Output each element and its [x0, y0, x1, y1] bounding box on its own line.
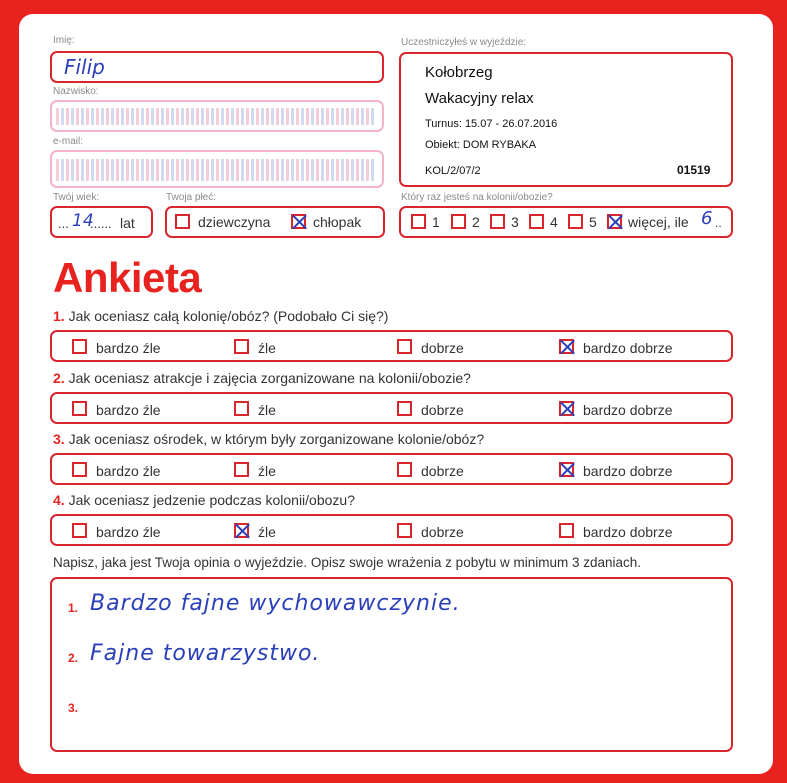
- opinion-line-2: Fajne towarzystwo.: [90, 641, 321, 666]
- q3-very-good-checkbox[interactable]: [559, 462, 574, 477]
- opinion-line-1-num: 1.: [68, 601, 79, 615]
- age-label: Twój wiek:: [53, 192, 100, 203]
- trip-city: Kołobrzeg: [425, 64, 493, 81]
- times-2-label: 2: [472, 214, 480, 230]
- q4-bad-checkbox[interactable]: [234, 523, 249, 538]
- question-4: 4. Jak oceniasz jedzenie podczas kolonii/obozu?: [53, 492, 355, 508]
- q1-very-good-checkbox[interactable]: [559, 339, 574, 354]
- gender-girl-checkbox[interactable]: [175, 214, 190, 229]
- name-label: Imię:: [53, 35, 75, 46]
- times-more-label: więcej, ile: [628, 214, 689, 230]
- name-value: Filip: [64, 55, 105, 79]
- q2-good-label: dobrze: [421, 402, 464, 418]
- question-1: 1. Jak oceniasz całą kolonię/obóz? (Podobało Ci się?): [53, 308, 389, 324]
- q1-bad-label: źle: [258, 340, 276, 356]
- question-3: 3. Jak oceniasz ośrodek, w którym były zorganizowane kolonie/obóz?: [53, 431, 485, 447]
- opinion-line-2-num: 2.: [68, 651, 79, 665]
- name-field[interactable]: [50, 51, 384, 83]
- q1-very-good-label: bardzo dobrze: [583, 340, 673, 356]
- q4-very-bad-checkbox[interactable]: [72, 523, 87, 538]
- gender-label: Twoja płeć:: [166, 192, 217, 203]
- times-5-label: 5: [589, 214, 597, 230]
- gender-boy-label: chłopak: [313, 214, 362, 230]
- q2-very-bad-checkbox[interactable]: [72, 401, 87, 416]
- q1-very-bad-checkbox[interactable]: [72, 339, 87, 354]
- age-value: 14: [72, 211, 94, 231]
- times-more-dots: ..: [715, 216, 722, 230]
- trip-obiekt: Obiekt: DOM RYBAKA: [425, 139, 537, 151]
- times-4-label: 4: [550, 214, 558, 230]
- q4-good-label: dobrze: [421, 524, 464, 540]
- q1-good-label: dobrze: [421, 340, 464, 356]
- q1-bad-checkbox[interactable]: [234, 339, 249, 354]
- trip-number: 01519: [677, 163, 711, 177]
- times-more-value: 6: [701, 208, 713, 229]
- times-4-checkbox[interactable]: [529, 214, 544, 229]
- q3-very-good-label: bardzo dobrze: [583, 463, 673, 479]
- gender-field: [165, 206, 385, 238]
- times-field: [399, 206, 733, 238]
- q3-very-bad-label: bardzo źle: [96, 463, 161, 479]
- surname-field[interactable]: [50, 100, 384, 132]
- times-more-checkbox[interactable]: [607, 214, 622, 229]
- question-2-answers: [50, 392, 733, 424]
- survey-sheet: [19, 14, 773, 774]
- question-4-answers: [50, 514, 733, 546]
- opinion-line-1: Bardzo fajne wychowawczynie.: [90, 591, 461, 616]
- redacted-email: [56, 159, 376, 181]
- age-dots-before: ...: [58, 216, 69, 231]
- times-1-label: 1: [432, 214, 440, 230]
- times-3-checkbox[interactable]: [490, 214, 505, 229]
- opinion-field[interactable]: [50, 577, 733, 752]
- times-5-checkbox[interactable]: [568, 214, 583, 229]
- q3-good-checkbox[interactable]: [397, 462, 412, 477]
- age-unit: lat: [120, 215, 135, 231]
- trip-name: Wakacyjny relax: [425, 90, 534, 107]
- email-label: e-mail:: [53, 136, 84, 147]
- q2-very-bad-label: bardzo źle: [96, 402, 161, 418]
- redacted-surname: [56, 108, 376, 125]
- times-3-label: 3: [511, 214, 519, 230]
- q4-good-checkbox[interactable]: [397, 523, 412, 538]
- times-1-checkbox[interactable]: [411, 214, 426, 229]
- q4-bad-label: źle: [258, 524, 276, 540]
- q3-very-bad-checkbox[interactable]: [72, 462, 87, 477]
- times-label: Który raz jesteś na kolonii/obozie?: [401, 192, 553, 203]
- trip-info-box: [399, 52, 733, 187]
- question-1-answers: [50, 330, 733, 362]
- trip-label: Uczestniczyłeś w wyjeździe:: [401, 37, 527, 48]
- q2-good-checkbox[interactable]: [397, 401, 412, 416]
- survey-title: Ankieta: [53, 254, 202, 301]
- opinion-prompt: Napisz, jaka jest Twoja opinia o wyjeździe. Opisz swoje wrażenia z pobytu w minimum 3 zdaniach.: [53, 555, 642, 570]
- email-field[interactable]: [50, 150, 384, 188]
- times-2-checkbox[interactable]: [451, 214, 466, 229]
- question-2: 2. Jak oceniasz atrakcje i zajęcia zorganizowane na kolonii/obozie?: [53, 370, 471, 386]
- q4-very-good-label: bardzo dobrze: [583, 524, 673, 540]
- q1-very-bad-label: bardzo źle: [96, 340, 161, 356]
- q3-good-label: dobrze: [421, 463, 464, 479]
- surname-label: Nazwisko:: [53, 86, 99, 97]
- q3-bad-checkbox[interactable]: [234, 462, 249, 477]
- q4-very-good-checkbox[interactable]: [559, 523, 574, 538]
- age-field[interactable]: [50, 206, 153, 238]
- gender-boy-checkbox[interactable]: [291, 214, 306, 229]
- q2-very-good-label: bardzo dobrze: [583, 402, 673, 418]
- opinion-line-3-num: 3.: [68, 701, 79, 715]
- trip-turnus: Turnus: 15.07 - 26.07.2016: [425, 118, 558, 130]
- q1-good-checkbox[interactable]: [397, 339, 412, 354]
- question-3-answers: [50, 453, 733, 485]
- q2-very-good-checkbox[interactable]: [559, 401, 574, 416]
- q2-bad-checkbox[interactable]: [234, 401, 249, 416]
- q3-bad-label: źle: [258, 463, 276, 479]
- age-dots-after: ......: [90, 216, 112, 231]
- q2-bad-label: źle: [258, 402, 276, 418]
- gender-girl-label: dziewczyna: [198, 214, 271, 230]
- trip-code: KOL/2/07/2: [425, 165, 481, 177]
- q4-very-bad-label: bardzo źle: [96, 524, 161, 540]
